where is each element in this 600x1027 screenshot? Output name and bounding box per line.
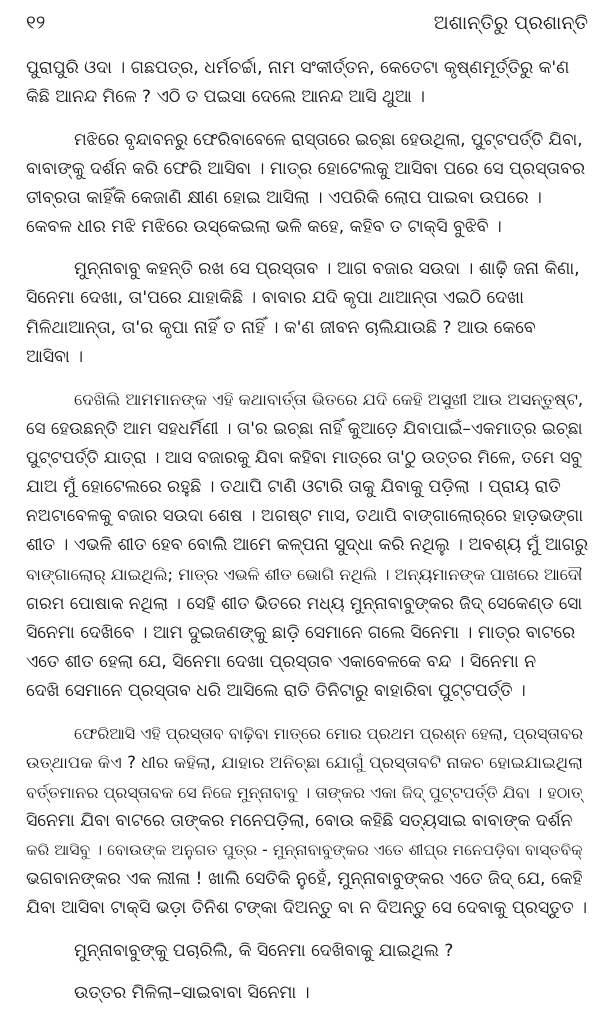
text-line: ପୁରାପୁରି ଓଦା । ଗଛପତ୍ର, ଧର୍ମଚର୍ଚ୍ଚା, ନାମ ସଂକୀର୍ତ୍ତନ, କେତେଟା କୃଷ୍ଣମୂର୍ତ୍ତିରୁ କ'ଣ — [26, 58, 570, 78]
text-line: ନଅଟାବେଳକୁ ବଜାର ସଉଦା ଶେଷ । ଅଗଷ୍ଟ ମାସ, ତଥାପି ବାଙ୍ଗାଲୋର୍‌ରେ ହାଡ଼ଭଙ୍ଗା — [26, 505, 584, 526]
page-header — [0, 8, 600, 44]
text-line: ସେ ହେଉଛନ୍ତି ଆମ ସହଧର୍ମିଣୀ । ତା'ର ଇଚ୍ଛା ନାହିଁ କୁଆଡ଼େ ଯିବାପାଇଁ–ଏକମାତ୍ର ଇଚ୍ଛା — [26, 418, 583, 439]
text-line: କେବଳ ଧୀର ମଝି ମଝିରେ ଉସ୍‌କେଇଲା ଭଳି କହେ, କହିବ ତ ଟାକ୍ସି ବୁଝିବି । — [26, 217, 502, 238]
text-line: ଏତେ ଶୀତ ହେଲା ଯେ, ସିନେମା ଦେଖା ପ୍ରସ୍ତାବ ଏକାବେଳକେ ବନ୍ଦ । ସିନେମା ନ — [26, 651, 537, 672]
text-line: ଆସିବା । — [26, 346, 83, 367]
text-line: କିଛି ଆନନ୍ଦ ମିଳେ ? ଏଠି ତ ପଇସା ଦେଲେ ଆନନ୍ଦ ଆସି ଥୁଆ । — [26, 87, 425, 108]
text-line: ଉତ୍‌ଥାପକ କିଏ ? ଧୀର କହିଲା, ଯାହାର ଅନିଚ୍ଛା ଯୋଗୁଁ ପ୍ରସ୍ତାବଟି ନାକଚ ହୋଇଯାଇଥିଲା — [26, 753, 583, 773]
page-number: ୧୨ — [26, 12, 46, 34]
text-line: ଗରମ ପୋଷାକ ନଥିଲା । ସେହି ଶୀତ ଭିତରେ ମଧ୍ୟ ମୁନ୍ନାବାବୁଙ୍କର ଜିଦ୍ ସେକେଣ୍ଡ ସୋ — [26, 593, 583, 614]
text-line: ଫେରିଆସି ଏହି ପ୍ରସ୍ତାବ ବାଢ଼ିବା ମାତ୍ରେ ମୋର ପ୍ରଥମ ପ୍ରଶ୍ନ ହେଲା, ପ୍ରସ୍ତାବର — [74, 724, 584, 744]
paragraph-6 — [26, 937, 588, 966]
text-line: ସିନେମା ଯିବା ବାଟରେ ତାଙ୍କର ମନେପଡ଼ିଲା, ବୋଉ କହିଛି ସତ୍ୟସାଇ ବାବାଙ୍କ ଦର୍ଶନ — [26, 810, 573, 831]
text-line: ବାଙ୍ଗାଲୋର୍ ଯାଇଥିଲି; ମାତ୍ର ଏଭଳି ଶୀତ ଭୋଗି ନଥିଲି । ଅନ୍ୟମାନଙ୍କ ପାଖରେ ଆଦୌ — [26, 565, 583, 585]
text-line: ସିନେମା ଦେଖିବେ । ଆମ ଦୁଇଜଣଙ୍କୁ ଛାଡ଼ି ସେମାନେ ଗଲେ ସିନେମା । ମାତ୍ର ବାଟରେ — [26, 622, 576, 643]
paragraph-7 — [26, 979, 588, 1008]
paragraph-4 — [26, 385, 588, 706]
text-line: ଦେଖିଲି ଆମମାନଙ୍କ ଏହି କଥାବାର୍ତ୍ତା ଭିତରେ ଯଦି କେହି ଅସୁଖୀ ଆଉ ଅସନ୍ତୁଷ୍ଟ, — [74, 390, 584, 410]
text-line: ଯାଅ ମୁଁ ହୋଟେଲରେ ରହୁଛି । ତଥାପି ଟାଣି ଓଟାରି ତାକୁ ଯିବାକୁ ପଡ଼ିଲା । ପ୍ରାୟ ରାତି — [26, 476, 561, 497]
text-line: ବର୍ତ୍ତମାନର ପ୍ରସ୍ତାବକ ସେ ନିଜେ ମୁନ୍ନାବାବୁ । ତାଙ୍କର ଏକା ଜିଦ୍ ପୁଟ୍ଟପର୍ତ୍ତି ଯିବା । ହଠାତ୍ — [26, 782, 583, 802]
text-line: ଯିବା ଆସିବା ଟାକ୍ସି ଭଡ଼ା ତିନିଶ ଟଙ୍କା ଦିଅନ୍ତୁ ବା ନ ଦିଅନ୍ତୁ ସେ ଦେବାକୁ ପ୍ରସ୍ତୁତ । — [26, 898, 588, 919]
text-line: ମୁନ୍ନାବାବୁଙ୍କୁ ପଚାରିଲି, କି ସିନେମା ଦେଖିବାକୁ ଯାଇଥିଲ ? — [74, 940, 454, 961]
paragraph-1 — [26, 54, 588, 112]
text-line: ବାବାଙ୍କୁ ଦର୍ଶନ କରି ଫେରି ଆସିବା । ମାତ୍ର ହୋଟେଲକୁ ଆସିବା ପରେ ସେ ପ୍ରସ୍ତାବର — [26, 158, 585, 179]
text-line: ଭଗବାନଙ୍କର ଏକ ଲୀଳା ! ଖାଲି ସେତିକି ନୁହେଁ, ମୁନ୍ନାବାବୁଙ୍କର ଏତେ ଜିଦ୍ ଯେ, କେହି — [26, 869, 583, 890]
text-line: ଶୀତ । ଏଭଳି ଶୀତ ହେବ ବୋଲି ଆମେ କଳ୍ପନା ସୁଦ୍ଧା କରି ନଥିଲୁ । ଅବଶ୍ୟ ମୁଁ ଆଗରୁ — [26, 535, 588, 556]
text-line: ଦେଖି ସେମାନେ ପ୍ରସ୍ତାବ ଧରି ଆସିଲେ ରାତି ତିନିଟାରୁ ବାହାରିବା ପୁଟ୍ଟପର୍ତ୍ତି । — [26, 681, 526, 702]
body-text — [26, 54, 588, 1008]
paragraph-5 — [26, 719, 588, 923]
text-line: ପୁଟ୍ଟପର୍ତ୍ତି ଯାତ୍ରା । ଆସ ବଜାରକୁ ଯିବା କହିବା ମାତ୍ରେ ତା'ଠୁ ଉତ୍ତର ମିଳେ, ତମେ ସବୁ — [26, 447, 583, 468]
text-line: ଉତ୍ତର ମିଳିଲା–ସାଇବାବା ସିନେମା । — [74, 982, 310, 1003]
paragraph-2 — [26, 125, 588, 242]
paragraph-3 — [26, 255, 588, 372]
text-line: କରି ଆସିବୁ । ବୋଉଙ୍କ ଅନୁଗତ ପୁତ୍ର - ମୁନ୍ନାବାବୁଙ୍କର ଏତେ ଶୀଘ୍ର ମନେପଡ଼ିବା ବାସ୍ତବିକ୍ — [26, 841, 583, 860]
text-line: ତୀବ୍ରତା କାହିଁକି କେଜାଣି କ୍ଷୀଣ ହୋଇ ଆସିଲା । ଏପରିକି ଲୋପ ପାଇବା ଉପରେ । — [26, 187, 542, 208]
text-line: ସିନେମା ଦେଖା, ତା'ପରେ ଯାହାକିଛି । ବାବାର ଯଦି କୃପା ଥାଆନ୍ତା ଏଇଠି ଦେଖା — [26, 288, 524, 309]
text-line: ମୁନ୍ନାବାବୁ କହନ୍ତି ରଖ ସେ ପ୍ରସ୍ତାବ । ଆଗ ବଜାର ସଉଦା । ଶାଢ଼ି ଜନା କିଣା, — [74, 259, 580, 280]
text-line: ମଝିରେ ବୃନ୍ଦାବନରୁ ଫେରିବାବେଳେ ରାସ୍ତାରେ ଇଚ୍ଛା ହେଉଥିଲା, ପୁଟ୍ଟପର୍ତ୍ତି ଯିବା, — [74, 129, 583, 150]
running-title: ଅଶାନ୍ତିରୁ ପ୍ରଶାନ୍ତି — [433, 12, 588, 34]
text-line: ମିଳିଥାଆନ୍ତା, ତା'ର କୃପା ନାହିଁ ତ ନାହିଁ । କ'ଣ ଜୀବନ ଚାଲିଯାଉଛି ? ଆଉ କେବେ — [26, 317, 536, 338]
